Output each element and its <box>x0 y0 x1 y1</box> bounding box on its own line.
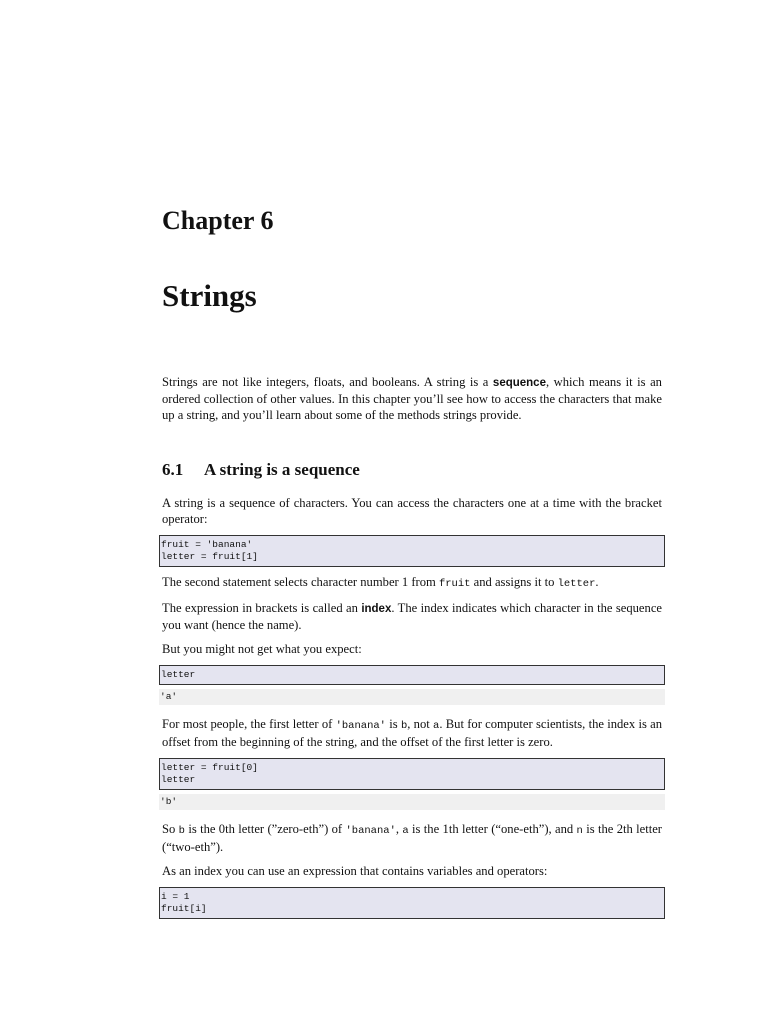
inline-code: fruit <box>438 578 471 590</box>
paragraph-1: A string is a sequence of characters. You can access the characters one at a time with the bracket operator: <box>162 496 662 526</box>
paragraph-2-text: and assigns it to <box>470 575 558 589</box>
section-title: A string is a sequence <box>204 460 360 479</box>
code-line: fruit[i] <box>161 903 207 914</box>
paragraph-5 <box>162 716 662 750</box>
paragraph-6-text: is the 1th letter (“one-eth”), and <box>408 822 577 836</box>
term-sequence: sequence <box>492 377 546 389</box>
intro-paragraph <box>162 374 662 423</box>
paragraph-6-text: is the 2th letter (“two-eth”). <box>162 822 662 854</box>
term-index: index <box>361 603 392 615</box>
chapter-label: Chapter 6 <box>162 206 274 235</box>
paragraph-2 <box>162 574 662 592</box>
inline-code: a <box>433 720 440 732</box>
code-block-4 <box>159 887 665 919</box>
inline-code: 'banana' <box>335 720 386 732</box>
code-block-1 <box>159 535 665 567</box>
paragraph-6-text: is the 0th letter (”zero-eth”) of <box>184 822 346 836</box>
intro-text-1: Strings are not like integers, floats, and booleans. A string is a <box>162 375 493 389</box>
paragraph-3-text: The expression in brackets is called an <box>162 601 362 615</box>
inline-code: letter <box>557 578 596 590</box>
paragraph-3-text: . The index indicates which character in the sequence you want (hence the name). <box>162 601 662 632</box>
paragraph-5-text: is <box>386 717 401 731</box>
paragraph-5-text: For most people, the first letter of <box>162 717 336 731</box>
intro-text-2: , which means it is an ordered collection of other values. In this chapter you’ll see how to access the characters that make up a string, and you’ll learn about some of the methods strings provide. <box>162 375 662 422</box>
code-line: i = 1 <box>161 891 190 902</box>
section-heading <box>162 459 662 481</box>
chapter-title: Strings <box>162 278 257 313</box>
code-block-3 <box>159 758 665 790</box>
chapter-body <box>162 374 662 926</box>
paragraph-6 <box>162 821 662 855</box>
paragraph-2-text: . <box>595 575 599 589</box>
paragraph-5-text: . But for computer scientists, the index is an offset from the beginning of the string, and the offset of the first letter is zero. <box>162 717 663 749</box>
inline-code: 'banana' <box>345 825 396 837</box>
code-line: letter <box>161 669 196 680</box>
code-block-2 <box>159 665 665 685</box>
paragraph-7: As an index you can use an expression that contains variables and operators: <box>162 864 548 878</box>
paragraph-3 <box>162 600 662 633</box>
output-block-2: 'a' <box>159 689 665 705</box>
output-block-3: 'b' <box>159 794 665 810</box>
inline-code: a <box>402 825 409 837</box>
inline-code: b <box>400 720 408 732</box>
code-line: letter = fruit[0] <box>161 762 258 773</box>
code-line: fruit = 'banana' <box>161 539 253 550</box>
code-line: letter = fruit[1] <box>161 551 258 562</box>
paragraph-4: But you might not get what you expect: <box>162 642 362 656</box>
paragraph-6-text: So <box>162 822 179 836</box>
code-line: letter <box>161 774 196 785</box>
inline-code: n <box>576 825 583 837</box>
paragraph-6-text: , <box>395 822 403 836</box>
section-number: 6.1 <box>162 460 184 479</box>
paragraph-5-text: , not <box>407 717 434 731</box>
paragraph-2-text: The second statement selects character number 1 from <box>162 575 439 589</box>
inline-code: b <box>178 825 185 837</box>
